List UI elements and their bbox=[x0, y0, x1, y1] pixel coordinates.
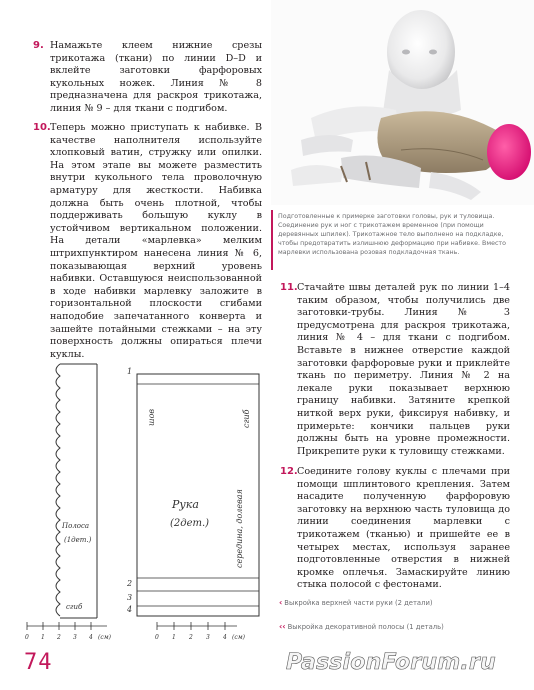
line-number-1: 1 bbox=[127, 367, 133, 376]
instruction-item-9 bbox=[33, 40, 262, 116]
scale-left bbox=[25, 622, 112, 641]
double-arrow-left-icon: ‹‹ bbox=[279, 622, 286, 631]
legend-text: Выкройка декоративной полосы (1 деталь) bbox=[287, 623, 444, 631]
scale-tick: 4 bbox=[89, 634, 93, 641]
arm-count-label: (2дет.) bbox=[170, 518, 210, 529]
scale-tick: 4 bbox=[223, 634, 227, 641]
line-number-2: 2 bbox=[127, 579, 133, 588]
scale-tick: 1 bbox=[172, 634, 176, 641]
instruction-item-10 bbox=[33, 122, 262, 361]
legend-strip-pattern bbox=[279, 622, 444, 631]
step-number: 11. bbox=[280, 282, 298, 293]
scale-tick: 2 bbox=[189, 634, 193, 641]
step-number: 9. bbox=[33, 40, 44, 51]
step-text: Соедините голову куклы с плечами при помощи шплинтового крепления. Затем насадите полученную фарфоровую заготовку на верхнюю часть туловища до линии соединения марлевки с трикотажем (тканью) и пришейте ее в четырех местах, используя заранее подготовленные отверстия в нижней кромке оплечья. Замаскируйте линию стыка полосой с фестонами. bbox=[297, 466, 510, 591]
legend-arm-pattern bbox=[279, 598, 433, 607]
scale-tick: 0 bbox=[155, 634, 159, 641]
instruction-item-11 bbox=[280, 282, 510, 458]
scale-tick: 3 bbox=[206, 634, 210, 641]
watermark[interactable]: PassionForum.ru bbox=[286, 650, 496, 675]
sewing-pattern-drawing bbox=[22, 356, 272, 646]
arm-label: Рука bbox=[172, 498, 199, 511]
scale-tick: 0 bbox=[25, 634, 29, 641]
legend-text: Выкройка верхней части руки (2 детали) bbox=[284, 599, 433, 607]
scale-tick: 2 bbox=[57, 634, 61, 641]
arrow-left-icon: ‹ bbox=[279, 598, 283, 607]
scale-unit: (см) bbox=[98, 634, 112, 641]
line-number-4: 4 bbox=[127, 605, 133, 614]
strip-label: Полоса bbox=[62, 522, 90, 530]
step-text: Намажьте клеем нижние срезы трикотажа (ткани) по линии D–D и вклейте заготовки фарфоровых кукольных ножек. Линия № 8 предназначена для раскроя трикотажа, линия № 9 – для ткани с подгибом. bbox=[50, 40, 262, 114]
doll-parts-illustration bbox=[271, 0, 534, 205]
caption-accent-bar bbox=[271, 210, 273, 270]
grain-line-label: середина, долевая bbox=[235, 489, 244, 568]
scale-right bbox=[155, 622, 246, 641]
arm-pattern bbox=[126, 367, 259, 616]
fold-label: сгиб bbox=[242, 409, 251, 428]
scale-tick: 3 bbox=[73, 634, 77, 641]
seam-label: шов bbox=[147, 408, 156, 426]
step-number: 12. bbox=[280, 466, 298, 477]
step-text: Стачайте швы деталей рук по линии 1–4 таким образом, чтобы получились две заготовки-трубы. Линия № 3 предусмотрена для раскроя трикотажа, линия № 4 – для ткани с подгибом. Вставьте в нижнее отверстие каждой заготовки фарфоровые руки и приклейте ткань по периметру. Линия № 2 на лекале руки показывает верхнюю границу набивки. Затяните крепкой ниткой верх руки, фиксируя набивку, и примерьте: кончики пальцев руки должны быть на уровне промежности. Прикрепите руки к туловищу стежками. bbox=[297, 282, 510, 457]
step-number: 10. bbox=[33, 122, 51, 133]
strip-fold-label: сгиб bbox=[66, 603, 83, 611]
scale-unit: (см) bbox=[232, 634, 246, 641]
scale-tick: 1 bbox=[41, 634, 45, 641]
line-number-3: 3 bbox=[127, 593, 133, 602]
decorative-strip-pattern bbox=[56, 364, 97, 618]
photo-caption: Подготовленные к примерке заготовки головы, рук и туловища. Соединение рук и ног с трикотажем временное (при помощи деревянных шпилек). Трикотажное тело выполнено на подкладке, чтобы предотвратить излишнюю деформацию при набивке. Вместо марлевки использована розовая подкладочная ткань. bbox=[278, 213, 506, 256]
step-text: Теперь можно приступать к набивке. В качестве наполнителя используйте хлопковый ватин, стружку или опилки. На этом этапе вы можете разместить внутри кукольного тела проволочную арматуру для жесткости. Набивка должна быть очень плотной, чтобы поддерживать большую куклу в устойчивом вертикальном положении. На детали «марлевка» мелким штрихпунктиром нанесена линия № 6, показывающая верхний уровень набивки. Оставшуюся неиспользованной в ходе набивки марлевку заложите в горизонтальной плоскости сгибами наподобие запечатанного конверта и зашейте потайными стежками – на эту поверхность должны опираться плечи куклы. bbox=[50, 122, 262, 360]
doll-parts-photo bbox=[271, 0, 534, 205]
instruction-item-12 bbox=[280, 466, 510, 592]
page-number: 74 bbox=[24, 650, 53, 675]
strip-count-label: (1дет.) bbox=[64, 536, 92, 544]
